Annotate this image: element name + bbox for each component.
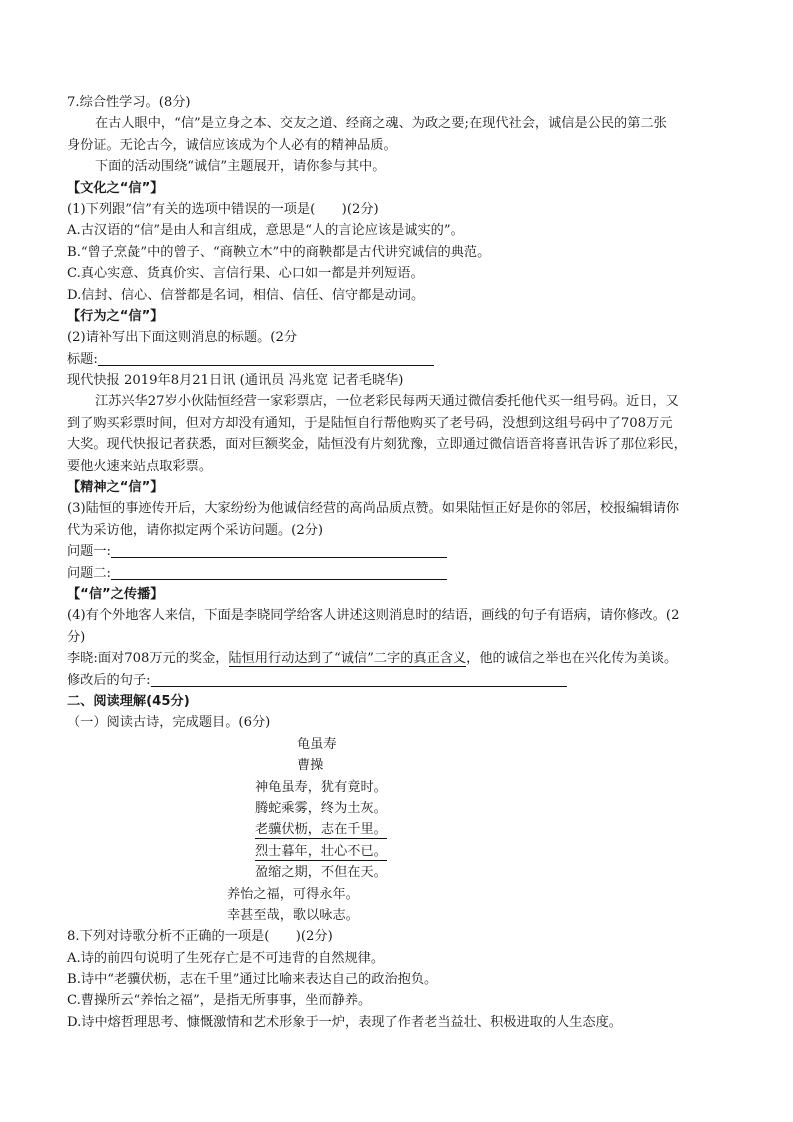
news-line-4: 要他火速来站点取彩票。 (67, 458, 213, 474)
q7-intro-line-3: 下面的活动围绕“诚信”主题展开，请你参与其中。 (95, 159, 386, 175)
poem-author: 曹操 (297, 758, 324, 774)
quote-underlined-sentence: 陆恒用行动达到了“诚信”二字的真正含义 (228, 651, 467, 667)
title-answer-blank[interactable] (98, 350, 434, 366)
poem-line-4-wrap (255, 841, 387, 862)
interview-q1-label: 问题一: (67, 544, 112, 560)
interview-q2-label: 问题二: (67, 565, 112, 581)
quote-suffix: ，他的诚信之举也在兴化传为美谈。 (466, 651, 678, 667)
q7-sub1-question: (1)下列跟”信”有关的选项中错误的一项是( )(2分) (67, 201, 379, 217)
q7-sub3-question-line-1: (3)陆恒的事迹传开后，大家纷纷为他诚信经营的高尚品质点赞。如果陆恒正好是你的邻居，校报编辑请你 (67, 501, 680, 517)
q7-sub4-question-line-2: 分) (67, 629, 86, 645)
option-a: A.古汉语的“信”是由人和言组成，意思是“人的言论应该是诚实的”。 (67, 223, 464, 239)
poem-block (67, 734, 735, 905)
q7-sub2-question: (2)请补写出下面这则消息的标题。(2分 (67, 330, 298, 346)
q8-question: 8.下列对诗歌分析不正确的一项是( )(2分) (67, 929, 333, 945)
q7-sub3-question-line-2: 代为采访他，请你拟定两个采访问题。(2分) (67, 522, 324, 538)
poem-line-6: 养怡之福，可得永年。 (227, 886, 359, 902)
lixiao-quote (67, 648, 735, 669)
interview-q2-blank[interactable] (111, 564, 447, 580)
title-answer-row (67, 349, 735, 370)
quote-prefix: 李晓:面对708万元的奖金， (67, 651, 229, 667)
q7-intro-line-2: 身份证。无论古今，诚信应该成为个人必有的精神品质。 (67, 137, 397, 153)
interview-q1-row (67, 541, 735, 562)
news-line-1: 江苏兴华27岁小伙陆恒经营一家彩票店，一位老彩民每两天通过微信委托他代买一组号码。近日，又 (95, 394, 679, 410)
interview-q1-blank[interactable] (111, 542, 447, 558)
poem-line-1: 神龟虽寿，犹有竟时。 (255, 779, 387, 795)
q8-option-b: B.诗中“老骥伏枥，志在千里”通过比喻来表达自己的政治抱负。 (67, 971, 438, 987)
title-label: 标题: (67, 351, 98, 367)
interview-q2-row (67, 563, 735, 584)
revised-label: 修改后的句子: (67, 672, 151, 688)
part2-heading: 二、阅读理解(45分) (67, 693, 190, 709)
section-heading-culture: 【文化之“信”】 (67, 180, 164, 196)
revised-sentence-row (67, 670, 735, 691)
poem-line-7: 幸甚至哉，歌以咏志。 (227, 907, 359, 923)
section-heading-spread: 【“信”之传播】 (67, 586, 164, 602)
exam-page (67, 92, 735, 1033)
q8-option-a: A.诗的前四句说明了生死存亡是不可违背的自然规律。 (67, 950, 385, 966)
poem-line-4: 烈士暮年，壮心不已。 (255, 843, 387, 859)
section-heading-behavior: 【行为之“信”】 (67, 308, 164, 324)
section-heading-spirit: 【精神之“信”】 (67, 480, 164, 496)
q7-title: 7.综合性学习。(8分) (67, 95, 191, 110)
option-c: C.真心实意、货真价实、言信行果、心口如一都是并列短语。 (67, 266, 424, 282)
poem-line-3: 老骥伏枥，志在千里。 (255, 822, 387, 838)
news-dateline: 现代快报 2019年8月21日讯 (通讯员 冯兆宽 记者毛晓华) (67, 373, 404, 389)
q7-intro-line-1: 在古人眼中，“信”是立身之本、交友之道、经商之魂、为政之要;在现代社会，诚信是公民的第二张 (95, 116, 667, 132)
poem-line-3-wrap (255, 819, 387, 840)
option-d: D.信封、信心、信誉都是名词，相信、信任、信守都是动词。 (67, 287, 425, 303)
revised-sentence-blank[interactable] (151, 671, 567, 687)
q7-sub4-question-line-1: (4)有个外地客人来信，下面是李晓同学给客人讲述这则消息时的结语，画线的句子有语病，请你修改。(2 (67, 608, 680, 624)
poem-line-5: 盈缩之期，不但在天。 (255, 865, 387, 881)
part2-sub1: （一）阅读古诗，完成题目。(6分) (67, 715, 271, 731)
q8-option-c: C.曹操所云“养怡之福”，是指无所事事，坐而静养。 (67, 993, 372, 1009)
poem-title: 龟虽寿 (297, 736, 337, 752)
option-b: B.“曾子烹彘”中的曾子、“商鞅立木”中的商鞅都是古代讲究诚信的典范。 (67, 244, 491, 260)
news-line-3: 大奖。现代快报记者获悉，面对巨额奖金，陆恒没有片刻犹豫，立即通过微信语音将喜讯告诉了那位彩民， (67, 437, 687, 453)
news-line-2: 到了购买彩票时间，但对方却没有通知，于是陆恒自行帮他购买了老号码，没想到这组号码中了708万元 (67, 415, 673, 431)
q8-option-d: D.诗中熔哲理思考、慷慨激情和艺术形象于一炉，表现了作者老当益壮、积极进取的人生态度。 (67, 1014, 622, 1030)
poem-line-2: 腾蛇乘雾，终为土灰。 (255, 800, 387, 816)
